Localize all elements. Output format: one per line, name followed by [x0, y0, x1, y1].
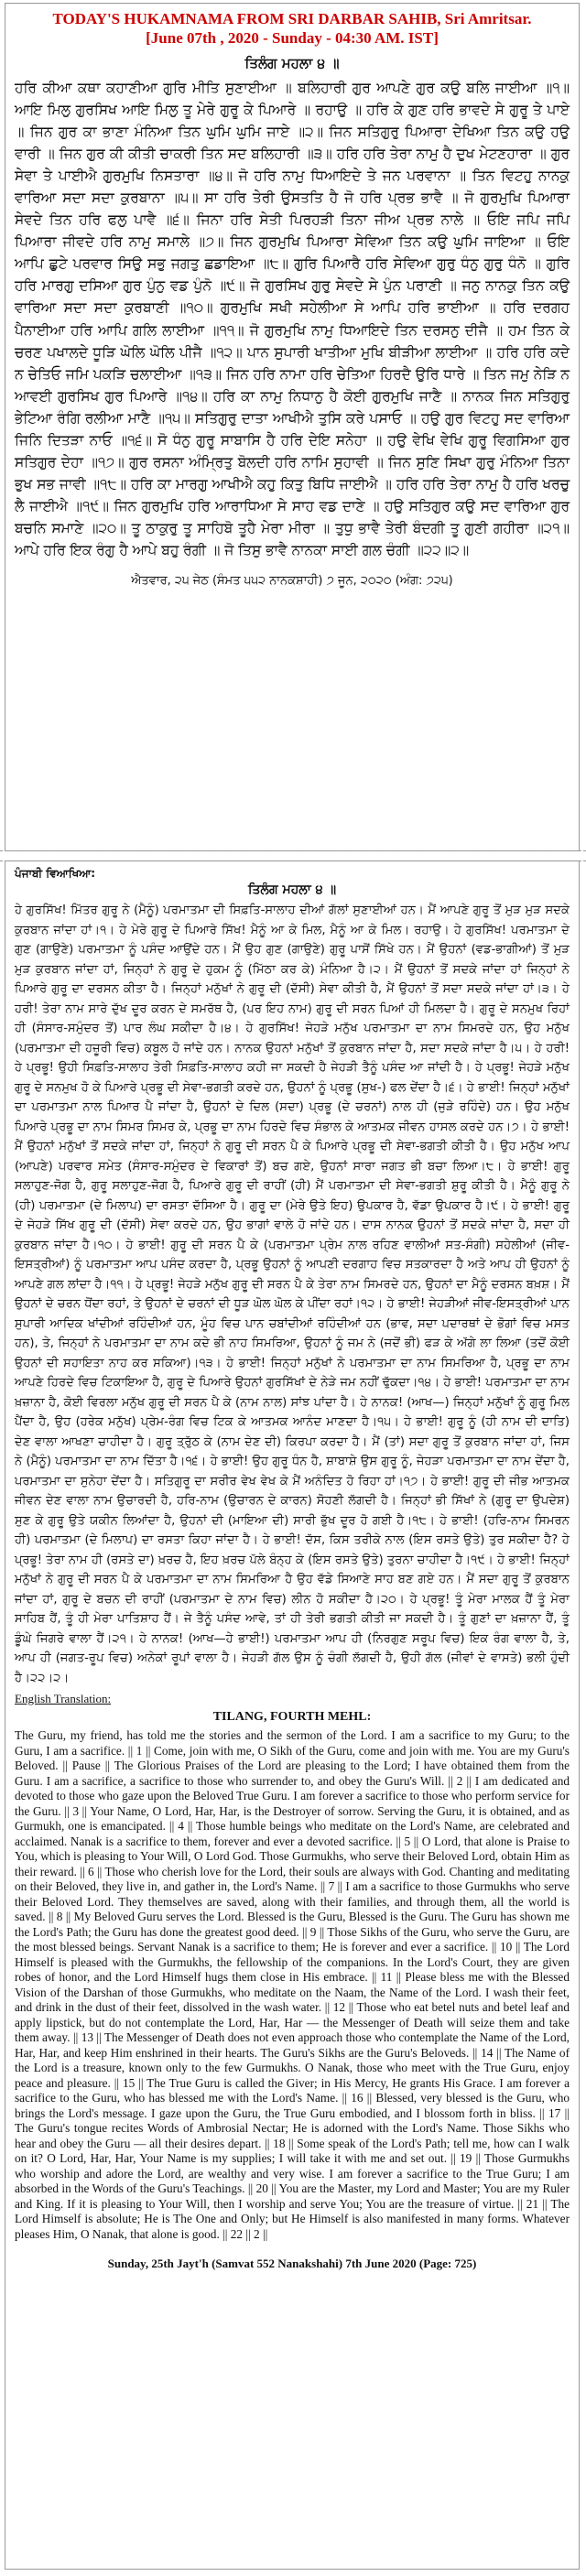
- english-label: English Translation:: [15, 1692, 112, 1705]
- gurmukhi-panel: [5, 3, 580, 851]
- title-location: , Sri Amritsar.: [437, 10, 532, 27]
- page-title: [11, 9, 573, 48]
- gurmukhi-date-footer: ਐਤਵਾਰ, ੨੫ ਜੇਠ (ਸੰਮਤ ੫੫੨ ਨਾਨਕਸ਼ਾਹੀ) ੭ ਜੂਨ, ੨੦੨੦ (ਅੰਗ: ੭੨੫): [131, 574, 453, 589]
- english-translation: The Guru, my friend, has told me the stories and the sermon of the Lord. I am a sacrifice to my Guru; to the Guru, I am a sacrifice. || 1 || Come, join with me, O Sikh of the Guru, come and join with me. You are my Guru's Beloved. || Pause || The Glorious Praises of the Lord are pleasing to the Lord; I have obtained them from the Guru. I am a sacrifice, a sacrifice to those who surrender to, and obey the Guru's Will. || 2 || I am dedicated and devoted to those who gaze upon the Beloved True Guru. I am forever a sacrifice to those who perform service for the Guru. || 3 || Your Name, O Lord, Har, Har, is the Destroyer of sorrow. Serving the Guru, it is obtained, and as Gurmukh, one is emancipated. || 4 || Those humble beings who meditate on the Lord's Name, are celebrated and acclaimed. Nanak is a sacrifice to them, forever and ever a devoted sacrifice. || 5 || O Lord, that alone is Praise to You, which is pleasing to Your Will, O Lord God. Those Gurmukhs, who serve their Beloved Lord, obtain Him as their reward. || 6 || Those who cherish love for the Lord, their souls are always with God. Chanting and meditating on their Beloved, they live in, and gather in, the Lord's Name. || 7 || I am a sacrifice to those Gurmukhs who serve their Beloved Lord. They themselves are saved, along with their families, and through them, all the world is saved. || 8 || My Beloved Guru serves the Lord. Blessed is the Guru, Blessed is the Guru. The Guru has shown me the Lord's Path; the Guru has done the greatest good deed. || 9 || Those Sikhs of the Guru, who serve the Guru, are the most blessed beings. Servant Nanak is a sacrifice to them; He is forever and ever a sacrifice. || 10 || The Lord Himself is pleased with the Gurmukhs, the fellowship of the companions. In the Lord's Court, they are given robes of honor, and the Lord Himself hugs them close in His embrace. || 11 || Please bless me with the Blessed Vision of the Darshan of those Gurmukhs, who meditate on the Naam, the Name of the Lord. I wash their feet, and drink in the dust of their feet, dissolved in the wash water. || 12 || Those who eat betel nuts and betel leaf and apply lipstick, but do not contemplate the Lord, Har, Har — the Messenger of Death will seize them and take them away. || 13 || The Messenger of Death does not even approach those who contemplate the Name of the Lord, Har, Har, and keep Him enshrined in their hearts. The Guru's Sikhs are the Guru's Beloveds. || 14 || The Name of the Lord is a treasure, known only to the few Gurmukhs. O Nanak, those who meet with the True Guru, enjoy peace and pleasure. || 15 || The True Guru is called the Giver; in His Mercy, He grants His Grace. I am forever a sacrifice to the Guru, who has blessed me with the Lord's Name. || 16 || Blessed, very blessed is the Guru, who brings the Lord's message. I gaze upon the Guru, the True Guru embodied, and I blossom forth in bliss. || 17 || The Guru's tongue recites Words of Ambrosial Nectar; He is adorned with the Lord's Name. Those Sikhs who hear and obey the Guru — all their desires depart. || 18 || Some speak of the Lord's Path; tell me, how can I walk on it? O Lord, Har, Har, Your Name is my supplies; I will take it with me and set out. || 19 || Those Gurmukhs who worship and adore the Lord, are wealthy and very wise. I am forever a sacrifice to the True Guru; I am absorbed in the Words of the Guru's Teachings. || 20 || You are the Master, my Lord and Master; You are my Ruler and King. If it is pleasing to Your Will, then I worship and serve You; You are the treasure of virtue. || 21 || The Lord Himself is absolute; He is The One and Only; but He Himself is also manifested in many forms. Whatever pleases Him, O Nanak, that alone is good. || 22 || 2 ||: [15, 1728, 570, 2241]
- english-date-footer: Sunday, 25th Jayt'h (Samvat 552 Nanakshahi) 7th June 2020 (Page: 725): [107, 2257, 477, 2270]
- gurmukhi-heading: ਤਿਲੰਗ ਮਹਲਾ ੪ ॥: [244, 55, 340, 71]
- title-text: TODAY'S HUKAMNAMA FROM SRI DARBAR SAHIB: [52, 10, 438, 27]
- punjabi-label: ਪੰਜਾਬੀ ਵਿਆਖਿਆ:: [15, 867, 96, 880]
- punjabi-explanation: ਹੇ ਗੁਰਸਿੱਖ! ਮਿੱਤਰ ਗੁਰੂ ਨੇ (ਮੈਨੂੰ) ਪਰਮਾਤਮਾ ਦੀ ਸਿਫ਼ਤਿ-ਸਾਲਾਹ ਦੀਆਂ ਗੱਲਾਂ ਸੁਣਾਈਆਂ ਹਨ। ਮੈਂ ਆਪਣੇ ਗੁਰੂ ਤੋਂ ਮੁੜ ਮੁੜ ਸਦਕੇ ਕੁਰਬਾਨ ਜਾਂਦਾ ਹਾਂ।੧। ਹੇ ਮੇਰੇ ਗੁਰੂ ਦੇ ਪਿਆਰੇ ਸਿੱਖ! ਮੈਨੂੰ ਆ ਕੇ ਮਿਲ, ਮੈਨੂੰ ਆ ਕੇ ਮਿਲ। ਰਹਾਉ। ਹੇ ਗੁਰਸਿੱਖ! ਪਰਮਾਤਮਾ ਦੇ ਗੁਣ (ਗਾਉਣੇ) ਪਰਮਾਤਮਾ ਨੂੰ ਪਸੰਦ ਆਉਂਦੇ ਹਨ। ਮੈਂ ਉਹ ਗੁਣ (ਗਾਉਣੇ) ਗੁਰੂ ਪਾਸੋਂ ਸਿੱਖੇ ਹਨ। ਮੈਂ ਉਹਨਾਂ (ਵਡ-ਭਾਗੀਆਂ) ਤੋਂ ਮੁੜ ਮੁੜ ਕੁਰਬਾਨ ਜਾਂਦਾ ਹਾਂ, ਜਿਨ੍ਹਾਂ ਨੇ ਗੁਰੂ ਦੇ ਹੁਕਮ ਨੂੰ (ਮਿੱਠਾ ਕਰ ਕੇ) ਮੰਨਿਆ ਹੈ।੨। ਮੈਂ ਉਹਨਾਂ ਤੋਂ ਸਦਕੇ ਜਾਂਦਾ ਹਾਂ ਜਿਨ੍ਹਾਂ ਨੇ ਪਿਆਰੇ ਗੁਰੂ ਦਾ ਦਰਸਨ ਕੀਤਾ ਹੈ। ਜਿਨ੍ਹਾਂ ਮਨੁੱਖਾਂ ਨੇ ਗੁਰੂ ਦੀ (ਦੱਸੀ) ਸੇਵਾ ਕੀਤੀ ਹੈ, ਮੈਂ ਉਹਨਾਂ ਤੋਂ ਸਦਾ ਸਦਕੇ ਜਾਂਦਾ ਹਾਂ।੩। ਹੇ ਹਰੀ! ਤੇਰਾ ਨਾਮ ਸਾਰੇ ਦੁੱਖ ਦੂਰ ਕਰਨ ਦੇ ਸਮਰੱਥ ਹੈ, (ਪਰ ਇਹ ਨਾਮ) ਗੁਰੂ ਦੀ ਸਰਨ ਪਿਆਂ ਹੀ ਮਿਲਦਾ ਹੈ। ਗੁਰੂ ਦੇ ਸਨਮੁਖ ਰਿਹਾਂ ਹੀ (ਸੰਸਾਰ-ਸਮੁੰਦਰ ਤੋਂ) ਪਾਰ ਲੰਘ ਸਕੀਦਾ ਹੈ।੪। ਹੇ ਗੁਰਸਿੱਖ! ਜੇਹੜੇ ਮਨੁੱਖ ਪਰਮਾਤਮਾ ਦਾ ਨਾਮ ਸਿਮਰਦੇ ਹਨ, ਉਹ ਮਨੁੱਖ (ਪਰਮਾਤਮਾ ਦੀ ਹਜ਼ੂਰੀ ਵਿਚ) ਕਬੂਲ ਹੋ ਜਾਂਦੇ ਹਨ। ਨਾਨਕ ਉਹਨਾਂ ਮਨੁੱਖਾਂ ਤੋਂ ਕੁਰਬਾਨ ਜਾਂਦਾ ਹੈ, ਸਦਾ ਸਦਕੇ ਜਾਂਦਾ ਹੈ।੫। ਹੇ ਹਰੀ! ਹੇ ਪ੍ਰਭੂ! ਉਹੀ ਸਿਫ਼ਤਿ-ਸਾਲਾਹ ਤੇਰੀ ਸਿਫ਼ਤਿ-ਸਾਲਾਹ ਕਹੀ ਜਾ ਸਕਦੀ ਹੈ ਜੇਹੜੀ ਤੈਨੂੰ ਪਸੰਦ ਆ ਜਾਂਦੀ ਹੈ। ਹੇ ਪ੍ਰਭੂ! ਜੇਹੜੇ ਮਨੁੱਖ ਗੁਰੂ ਦੇ ਸਨਮੁਖ ਹੋ ਕੇ ਪਿਆਰੇ ਪ੍ਰਭੂ ਦੀ ਸੇਵਾ-ਭਗਤੀ ਕਰਦੇ ਹਨ, ਉਹਨਾਂ ਨੂੰ ਪ੍ਰਭੂ (ਸੁਖ-) ਫਲ ਦੇਂਦਾ ਹੈ।੬। ਹੇ ਭਾਈ! ਜਿਨ੍ਹਾਂ ਮਨੁੱਖਾਂ ਦਾ ਪਰਮਾਤਮਾ ਨਾਲ ਪਿਆਰ ਪੈ ਜਾਂਦਾ ਹੈ, ਉਹਨਾਂ ਦੇ ਦਿਲ (ਸਦਾ) ਪ੍ਰਭੂ (ਦੇ ਚਰਨਾਂ) ਨਾਲ ਹੀ (ਜੁੜੇ ਰਹਿੰਦੇ) ਹਨ। ਉਹ ਮਨੁੱਖ ਪਿਆਰੇ ਪ੍ਰਭੂ ਦਾ ਨਾਮ ਸਿਮਰ ਸਿਮਰ ਕੇ, ਪ੍ਰਭੂ ਦਾ ਨਾਮ ਹਿਰਦੇ ਵਿਚ ਸੰਭਾਲ ਕੇ ਆਤਮਕ ਜੀਵਨ ਹਾਸਲ ਕਰਦੇ ਹਨ।੭। ਹੇ ਭਾਈ! ਮੈਂ ਉਹਨਾਂ ਮਨੁੱਖਾਂ ਤੋਂ ਸਦਕੇ ਜਾਂਦਾ ਹਾਂ, ਜਿਨ੍ਹਾਂ ਨੇ ਗੁਰੂ ਦੀ ਸਰਨ ਪੈ ਕੇ ਪਿਆਰੇ ਪ੍ਰਭੂ ਦੀ ਸੇਵਾ-ਭਗਤੀ ਕੀਤੀ ਹੈ। ਉਹ ਮਨੁੱਖ ਆਪ (ਆਪਣੇ) ਪਰਵਾਰ ਸਮੇਤ (ਸੰਸਾਰ-ਸਮੁੰਦਰ ਦੇ ਵਿਕਾਰਾਂ ਤੋਂ) ਬਚ ਗਏ, ਉਹਨਾਂ ਸਾਰਾ ਜਗਤ ਭੀ ਬਚਾ ਲਿਆ।੮। ਹੇ ਭਾਈ! ਗੁਰੂ ਸਲਾਹੁਣ-ਜੋਗ ਹੈ, ਗੁਰੂ ਸਲਾਹੁਣ-ਜੋਗ ਹੈ, ਪਿਆਰੇ ਗੁਰੂ ਦੀ ਰਾਹੀਂ (ਹੀ) ਮੈਂ ਪਰਮਾਤਮਾ ਦੀ ਸੇਵਾ-ਭਗਤੀ ਸ਼ੁਰੂ ਕੀਤੀ ਹੈ। ਮੈਨੂੰ ਗੁਰੂ ਨੇ (ਹੀ) ਪਰਮਾਤਮਾ (ਦੇ ਮਿਲਾਪ) ਦਾ ਰਸਤਾ ਦੱਸਿਆ ਹੈ। ਗੁਰੂ ਦਾ (ਮੇਰੇ ਉਤੇ ਇਹ) ਉਪਕਾਰ ਹੈ, ਵੱਡਾ ਉਪਕਾਰ ਹੈ।੯। ਹੇ ਭਾਈ! ਗੁਰੂ ਦੇ ਜੇਹੜੇ ਸਿੱਖ ਗੁਰੂ ਦੀ (ਦੱਸੀ) ਸੇਵਾ ਕਰਦੇ ਹਨ, ਉਹ ਭਾਗਾਂ ਵਾਲੇ ਹੋ ਜਾਂਦੇ ਹਨ। ਦਾਸ ਨਾਨਕ ਉਹਨਾਂ ਤੋਂ ਸਦਕੇ ਜਾਂਦਾ ਹੈ, ਸਦਾ ਹੀ ਕੁਰਬਾਨ ਜਾਂਦਾ ਹੈ।੧੦। ਹੇ ਭਾਈ! ਗੁਰੂ ਦੀ ਸਰਨ ਪੈ ਕੇ (ਪਰਮਾਤਮਾ ਪ੍ਰੇਮ ਨਾਲ ਰਹਿਣ ਵਾਲੀਆਂ ਸਤ-ਸੰਗੀ) ਸਹੇਲੀਆਂ (ਜੀਵ-ਇਸਤ੍ਰੀਆਂ) ਨੂੰ ਪਰਮਾਤਮਾ ਆਪ ਪਸੰਦ ਕਰਦਾ ਹੈ, ਪ੍ਰਭੂ ਉਹਨਾਂ ਨੂੰ ਆਪਣੀ ਦਰਗਾਹ ਵਿਚ ਸਤਕਾਰਦਾ ਹੈ ਅਤੇ ਆਪ ਹੀ ਉਹਨਾਂ ਨੂੰ ਆਪਣੇ ਗਲ ਲਾਂਦਾ ਹੈ।੧੧। ਹੇ ਪ੍ਰਭੂ! ਜੇਹੜੇ ਮਨੁੱਖ ਗੁਰੂ ਦੀ ਸਰਨ ਪੈ ਕੇ ਤੇਰਾ ਨਾਮ ਸਿਮਰਦੇ ਹਨ, ਉਹਨਾਂ ਦਾ ਮੈਨੂੰ ਦਰਸਨ ਬਖ਼ਸ਼। ਮੈਂ ਉਹਨਾਂ ਦੇ ਚਰਨ ਧੋਂਦਾ ਰਹਾਂ, ਤੇ ਉਹਨਾਂ ਦੇ ਚਰਨਾਂ ਦੀ ਧੂੜ ਘੋਲ ਘੋਲ ਕੇ ਪੀਂਦਾ ਰਹਾਂ।੧੨। ਹੇ ਭਾਈ! ਜੇਹੜੀਆਂ ਜੀਵ-ਇਸਤ੍ਰੀਆਂ ਪਾਨ ਸੁਪਾਰੀ ਆਦਿਕ ਖਾਂਦੀਆਂ ਰਹਿੰਦੀਆਂ ਹਨ, ਮੂੰਹ ਵਿਚ ਪਾਨ ਚਬਾਂਦੀਆਂ ਰਹਿੰਦੀਆਂ ਹਨ (ਭਾਵ, ਸਦਾ ਪਦਾਰਥਾਂ ਦੇ ਭੋਗਾਂ ਵਿਚ ਮਸਤ ਹਨ), ਤੇ, ਜਿਨ੍ਹਾਂ ਨੇ ਪਰਮਾਤਮਾ ਦਾ ਨਾਮ ਕਦੇ ਭੀ ਨਾਹ ਸਿਮਰਿਆ, ਉਹਨਾਂ ਨੂੰ ਜਮ ਨੇ (ਜਦੋਂ ਭੀ) ਫੜ ਕੇ ਅੱਗੇ ਲਾ ਲਿਆ (ਤਦੋਂ ਕੋਈ ਉਹਨਾਂ ਦੀ ਸਹਾਇਤਾ ਨਾਹ ਕਰ ਸਕਿਆ)।੧੩। ਹੇ ਭਾਈ! ਜਿਨ੍ਹਾਂ ਮਨੁੱਖਾਂ ਨੇ ਪਰਮਾਤਮਾ ਦਾ ਨਾਮ ਸਿਮਰਿਆ ਹੈ, ਪ੍ਰਭੂ ਦਾ ਨਾਮ ਆਪਣੇ ਹਿਰਦੇ ਵਿਚ ਟਿਕਾਇਆ ਹੈ, ਗੁਰੂ ਦੇ ਪਿਆਰੇ ਉਹਨਾਂ ਗੁਰਸਿੱਖਾਂ ਦੇ ਨੇੜੇ ਜਮ ਨਹੀਂ ਢੁੱਕਦਾ।੧੪। ਹੇ ਭਾਈ! ਪਰਮਾਤਮਾ ਦਾ ਨਾਮ ਖ਼ਜ਼ਾਨਾ ਹੈ, ਕੋਈ ਵਿਰਲਾ ਮਨੁੱਖ ਗੁਰੂ ਦੀ ਸਰਨ ਪੈ ਕੇ (ਨਾਮ ਨਾਲ) ਸਾਂਝ ਪਾਂਦਾ ਹੈ। ਹੇ ਨਾਨਕ! (ਆਖ—) ਜਿਨ੍ਹਾਂ ਮਨੁੱਖਾਂ ਨੂੰ ਗੁਰੂ ਮਿਲ ਪੈਂਦਾ ਹੈ, ਉਹ (ਹਰੇਕ ਮਨੁੱਖ) ਪ੍ਰੇਮ-ਰੰਗ ਵਿਚ ਟਿਕ ਕੇ ਆਤਮਕ ਆਨੰਦ ਮਾਣਦਾ ਹੈ।੧੫। ਹੇ ਭਾਈ! ਗੁਰੂ ਨੂੰ (ਹੀ ਨਾਮ ਦੀ ਦਾਤਿ) ਦੇਣ ਵਾਲਾ ਆਖਣਾ ਚਾਹੀਦਾ ਹੈ। ਗੁਰੂ ਤ੍ਰੁੱਠ ਕੇ (ਨਾਮ ਦੇਣ ਦੀ) ਕਿਰਪਾ ਕਰਦਾ ਹੈ। ਮੈਂ (ਤਾਂ) ਸਦਾ ਗੁਰੂ ਤੋਂ ਕੁਰਬਾਨ ਜਾਂਦਾ ਹਾਂ, ਜਿਸ ਨੇ (ਮੈਨੂੰ) ਪਰਮਾਤਮਾ ਦਾ ਨਾਮ ਦਿੱਤਾ ਹੈ।੧੬। ਹੇ ਭਾਈ! ਉਹ ਗੁਰੂ ਧੰਨ ਹੈ, ਸ਼ਾਬਾਸ਼ੇ ਉਸ ਗੁਰੂ ਨੂੰ, ਜੇਹੜਾ ਪਰਮਾਤਮਾ ਦਾ ਨਾਮ ਦੇਂਦਾ ਹੈ, ਪਰਮਾਤਮਾ ਦਾ ਸੁਨੇਹਾ ਦੇਂਦਾ ਹੈ। ਸਤਿਗੁਰੂ ਦਾ ਸਰੀਰ ਵੇਖ ਵੇਖ ਕੇ ਮੈਂ ਅਨੰਦਿਤ ਹੋ ਰਿਹਾ ਹਾਂ।੧੭। ਹੇ ਭਾਈ! ਗੁਰੂ ਦੀ ਜੀਭ ਆਤਮਕ ਜੀਵਨ ਦੇਣ ਵਾਲਾ ਨਾਮ ਉਚਾਰਦੀ ਹੈ, ਹਰਿ-ਨਾਮ (ਉਚਾਰਨ ਦੇ ਕਾਰਨ) ਸੋਹਣੀ ਲੱਗਦੀ ਹੈ। ਜਿਨ੍ਹਾਂ ਭੀ ਸਿੱਖਾਂ ਨੇ (ਗੁਰੂ ਦਾ ਉਪਦੇਸ਼) ਸੁਣ ਕੇ ਗੁਰੂ ਉਤੇ ਯਕੀਨ ਲਿਆਂਦਾ ਹੈ, ਉਹਨਾਂ ਦੀ (ਮਾਇਆ ਦੀ) ਸਾਰੀ ਭੁੱਖ ਦੂਰ ਹੋ ਗਈ ਹੈ।੧੮। ਹੇ ਭਾਈ! (ਹਰਿ-ਨਾਮ ਸਿਮਰਨ ਹੀ) ਪਰਮਾਤਮਾ (ਦੇ ਮਿਲਾਪ) ਦਾ ਰਸਤਾ ਕਿਹਾ ਜਾਂਦਾ ਹੈ। ਹੇ ਭਾਈ! ਦੱਸ, ਕਿਸ ਤਰੀਕੇ ਨਾਲ (ਇਸ ਰਸਤੇ ਉਤੇ) ਤੁਰ ਸਕੀਦਾ ਹੈ? ਹੇ ਪ੍ਰਭੂ! ਤੇਰਾ ਨਾਮ ਹੀ (ਰਸਤੇ ਦਾ) ਖ਼ਰਚ ਹੈ, ਇਹ ਖ਼ਰਚ ਪੱਲੇ ਬੰਨ੍ਹ ਕੇ (ਇਸ ਰਸਤੇ ਉਤੇ) ਤੁਰਨਾ ਚਾਹੀਦਾ ਹੈ।੧੯। ਹੇ ਭਾਈ! ਜਿਨ੍ਹਾਂ ਮਨੁੱਖਾਂ ਨੇ ਗੁਰੂ ਦੀ ਸਰਨ ਪੈ ਕੇ ਪਰਮਾਤਮਾ ਦਾ ਨਾਮ ਸਿਮਰਿਆ ਹੈ ਉਹ ਵੱਡੇ ਸਿਆਣੇ ਸਾਹ ਬਣ ਗਏ ਹਨ। ਮੈਂ ਸਦਾ ਗੁਰੂ ਤੋਂ ਕੁਰਬਾਨ ਜਾਂਦਾ ਹਾਂ, ਗੁਰੂ ਦੇ ਬਚਨ ਦੀ ਰਾਹੀਂ (ਪਰਮਾਤਮਾ ਦੇ ਨਾਮ ਵਿਚ) ਲੀਨ ਹੋ ਸਕੀਦਾ ਹੈ।੨੦। ਹੇ ਪ੍ਰਭੂ! ਤੂੰ ਮੇਰਾ ਮਾਲਕ ਹੈਂ ਤੂੰ ਮੇਰਾ ਸਾਹਿਬ ਹੈਂ, ਤੂੰ ਹੀ ਮੇਰਾ ਪਾਤਿਸ਼ਾਹ ਹੈਂ। ਜੇ ਤੈਨੂੰ ਪਸੰਦ ਆਵੇ, ਤਾਂ ਹੀ ਤੇਰੀ ਭਗਤੀ ਕੀਤੀ ਜਾ ਸਕਦੀ ਹੈ। ਤੂੰ ਗੁਣਾਂ ਦਾ ਖ਼ਜ਼ਾਨਾ ਹੈਂ, ਤੂੰ ਡੂੰਘੇ ਜਿਗਰੇ ਵਾਲਾ ਹੈਂ।੨੧। ਹੇ ਨਾਨਕ! (ਆਖ—ਹੇ ਭਾਈ!) ਪਰਮਾਤਮਾ ਆਪ ਹੀ (ਨਿਰਗੁਣ ਸਰੂਪ ਵਿਚ) ਇਕ ਰੰਗ ਵਾਲਾ ਹੈ, ਤੇ, ਆਪ ਹੀ (ਜਗਤ-ਰੂਪ ਵਿਚ) ਅਨੇਕਾਂ ਰੂਪਾਂ ਵਾਲਾ ਹੈ। ਜੇਹੜੀ ਗੱਲ ਉਸ ਨੂੰ ਚੰਗੀ ਲੱਗਦੀ ਹੈ, ਉਹੀ ਗੱਲ (ਜੀਵਾਂ ਦੇ ਵਾਸਤੇ) ਭਲੀ ਹੁੰਦੀ ਹੈ।੨੨।੨।: [15, 904, 570, 1685]
- date-line: [June 07th , 2020 - Sunday - 04:30 AM. IST]: [146, 29, 439, 47]
- translation-panel: [5, 860, 580, 2570]
- gurbani-text: ਹਰਿ ਕੀਆ ਕਥਾ ਕਹਾਣੀਆ ਗੁਰਿ ਮੀਤਿ ਸੁਣਾਈਆ ॥ ਬਲਿਹਾਰੀ ਗੁਰ ਆਪਣੇ ਗੁਰ ਕਉ ਬਲਿ ਜਾਈਆ ॥੧॥ ਆਇ ਮਿਲੁ ਗੁਰਸਿਖ ਆਇ ਮਿਲੁ ਤੂ ਮੇਰੇ ਗੁਰੂ ਕੇ ਪਿਆਰੇ ॥ ਰਹਾਉ ॥ ਹਰਿ ਕੇ ਗੁਣ ਹਰਿ ਭਾਵਦੇ ਸੇ ਗੁਰੂ ਤੇ ਪਾਏ ॥ ਜਿਨ ਗੁਰ ਕਾ ਭਾਣਾ ਮੰਨਿਆ ਤਿਨ ਘੁਮਿ ਘੁਮਿ ਜਾਏ ॥੨॥ ਜਿਨ ਸਤਿਗੁਰੁ ਪਿਆਰਾ ਦੇਖਿਆ ਤਿਨ ਕਉ ਹਉ ਵਾਰੀ ॥ ਜਿਨ ਗੁਰ ਕੀ ਕੀਤੀ ਚਾਕਰੀ ਤਿਨ ਸਦ ਬਲਿਹਾਰੀ ॥੩॥ ਹਰਿ ਹਰਿ ਤੇਰਾ ਨਾਮੁ ਹੈ ਦੁਖ ਮੇਟਣਹਾਰਾ ॥ ਗੁਰ ਸੇਵਾ ਤੇ ਪਾਈਐ ਗੁਰਮੁਖਿ ਨਿਸਤਾਰਾ ॥੪॥ ਜੋ ਹਰਿ ਨਾਮੁ ਧਿਆਇਦੇ ਤੇ ਜਨ ਪਰਵਾਨਾ ॥ ਤਿਨ ਵਿਟਹੁ ਨਾਨਕੁ ਵਾਰਿਆ ਸਦਾ ਸਦਾ ਕੁਰਬਾਨਾ ॥੫॥ ਸਾ ਹਰਿ ਤੇਰੀ ਉਸਤਤਿ ਹੈ ਜੋ ਹਰਿ ਪ੍ਰਭ ਭਾਵੈ ॥ ਜੋ ਗੁਰਮੁਖਿ ਪਿਆਰਾ ਸੇਵਦੇ ਤਿਨ ਹਰਿ ਫਲੁ ਪਾਵੈ ॥੬॥ ਜਿਨਾ ਹਰਿ ਸੇਤੀ ਪਿਰਹੜੀ ਤਿਨਾ ਜੀਅ ਪ੍ਰਭ ਨਾਲੇ ॥ ਓਇ ਜਪਿ ਜਪਿ ਪਿਆਰਾ ਜੀਵਦੇ ਹਰਿ ਨਾਮੁ ਸਮਾਲੇ ॥੭॥ ਜਿਨ ਗੁਰਮੁਖਿ ਪਿਆਰਾ ਸੇਵਿਆ ਤਿਨ ਕਉ ਘੁਮਿ ਜਾਇਆ ॥ ਓਇ ਆਪਿ ਛੁਟੇ ਪਰਵਾਰ ਸਿਉ ਸਭੁ ਜਗਤੁ ਛਡਾਇਆ ॥੮॥ ਗੁਰਿ ਪਿਆਰੈ ਹਰਿ ਸੇਵਿਆ ਗੁਰੁ ਧੰਨੁ ਗੁਰੁ ਧੰਨੋ ॥ ਗੁਰਿ ਹਰਿ ਮਾਰਗੁ ਦਸਿਆ ਗੁਰ ਪੁੰਨੁ ਵਡ ਪੁੰਨੋ ॥੯॥ ਜੋ ਗੁਰਸਿਖ ਗੁਰੁ ਸੇਵਦੇ ਸੇ ਪੁੰਨ ਪਰਾਣੀ ॥ ਜਨੁ ਨਾਨਕੁ ਤਿਨ ਕਉ ਵਾਰਿਆ ਸਦਾ ਸਦਾ ਕੁਰਬਾਣੀ ॥੧੦॥ ਗੁਰਮੁਖਿ ਸਖੀ ਸਹੇਲੀਆ ਸੇ ਆਪਿ ਹਰਿ ਭਾਈਆ ॥ ਹਰਿ ਦਰਗਹ ਪੈਨਾਈਆ ਹਰਿ ਆਪਿ ਗਲਿ ਲਾਈਆ ॥੧੧॥ ਜੋ ਗੁਰਮੁਖਿ ਨਾਮੁ ਧਿਆਇਦੇ ਤਿਨ ਦਰਸਨੁ ਦੀਜੈ ॥ ਹਮ ਤਿਨ ਕੇ ਚਰਣ ਪਖਾਲਦੇ ਧੂੜਿ ਘੋਲਿ ਘੋਲਿ ਪੀਜੈ ॥੧੨॥ ਪਾਨ ਸੁਪਾਰੀ ਖਾਤੀਆ ਮੁਖਿ ਬੀੜੀਆ ਲਾਈਆ ॥ ਹਰਿ ਹਰਿ ਕਦੇ ਨ ਚੇਤਿਓ ਜਮਿ ਪਕੜਿ ਚਲਾਈਆ ॥੧੩॥ ਜਿਨ ਹਰਿ ਨਾਮਾ ਹਰਿ ਚੇਤਿਆ ਹਿਰਦੈ ਉਰਿ ਧਾਰੇ ॥ ਤਿਨ ਜਮੁ ਨੇੜਿ ਨ ਆਵਈ ਗੁਰਸਿਖ ਗੁਰ ਪਿਆਰੇ ॥੧੪॥ ਹਰਿ ਕਾ ਨਾਮੁ ਨਿਧਾਨੁ ਹੈ ਕੋਈ ਗੁਰਮੁਖਿ ਜਾਣੈ ॥ ਨਾਨਕ ਜਿਨ ਸਤਿਗੁਰੁ ਭੇਟਿਆ ਰੰਗਿ ਰਲੀਆ ਮਾਣੈ ॥੧੫॥ ਸਤਿਗੁਰੁ ਦਾਤਾ ਆਖੀਐ ਤੁਸਿ ਕਰੇ ਪਸਾਓ ॥ ਹਉ ਗੁਰ ਵਿਟਹੁ ਸਦ ਵਾਰਿਆ ਜਿਨਿ ਦਿਤੜਾ ਨਾਓ ॥੧੬॥ ਸੋ ਧੰਨੁ ਗੁਰੂ ਸਾਬਾਸਿ ਹੈ ਹਰਿ ਦੇਇ ਸਨੇਹਾ ॥ ਹਉ ਵੇਖਿ ਵੇਖਿ ਗੁਰੂ ਵਿਗਸਿਆ ਗੁਰ ਸਤਿਗੁਰ ਦੇਹਾ ॥੧੭॥ ਗੁਰ ਰਸਨਾ ਅੰਮ੍ਰਿਤੁ ਬੋਲਦੀ ਹਰਿ ਨਾਮਿ ਸੁਹਾਵੀ ॥ ਜਿਨ ਸੁਣਿ ਸਿਖਾ ਗੁਰੁ ਮੰਨਿਆ ਤਿਨਾ ਭੁਖ ਸਭ ਜਾਵੀ ॥੧੮॥ ਹਰਿ ਕਾ ਮਾਰਗੁ ਆਖੀਐ ਕਹੁ ਕਿਤੁ ਬਿਧਿ ਜਾਈਐ ॥ ਹਰਿ ਹਰਿ ਤੇਰਾ ਨਾਮੁ ਹੈ ਹਰਿ ਖਰਚੁ ਲੈ ਜਾਈਐ ॥੧੯॥ ਜਿਨ ਗੁਰਮੁਖਿ ਹਰਿ ਆਰਾਧਿਆ ਸੇ ਸਾਹ ਵਡ ਦਾਣੇ ॥ ਹਉ ਸਤਿਗੁਰ ਕਉ ਸਦ ਵਾਰਿਆ ਗੁਰ ਬਚਨਿ ਸਮਾਣੇ ॥੨੦॥ ਤੂ ਠਾਕੁਰੁ ਤੂ ਸਾਹਿਬੋ ਤੂਹੈ ਮੇਰਾ ਮੀਰਾ ॥ ਤੁਧੁ ਭਾਵੈ ਤੇਰੀ ਬੰਦਗੀ ਤੂ ਗੁਣੀ ਗਹੀਰਾ ॥੨੧॥ ਆਪੇ ਹਰਿ ਇਕ ਰੰਗੁ ਹੈ ਆਪੇ ਬਹੁ ਰੰਗੀ ॥ ਜੋ ਤਿਸੁ ਭਾਵੈ ਨਾਨਕਾ ਸਾਈ ਗਲ ਚੰਗੀ ॥੨੨॥੨॥: [15, 80, 570, 558]
- punjabi-heading: ਤਿਲੰਗ ਮਹਲਾ ੪ ॥: [247, 882, 337, 897]
- english-heading: TILANG, FOURTH MEHL:: [212, 1710, 372, 1724]
